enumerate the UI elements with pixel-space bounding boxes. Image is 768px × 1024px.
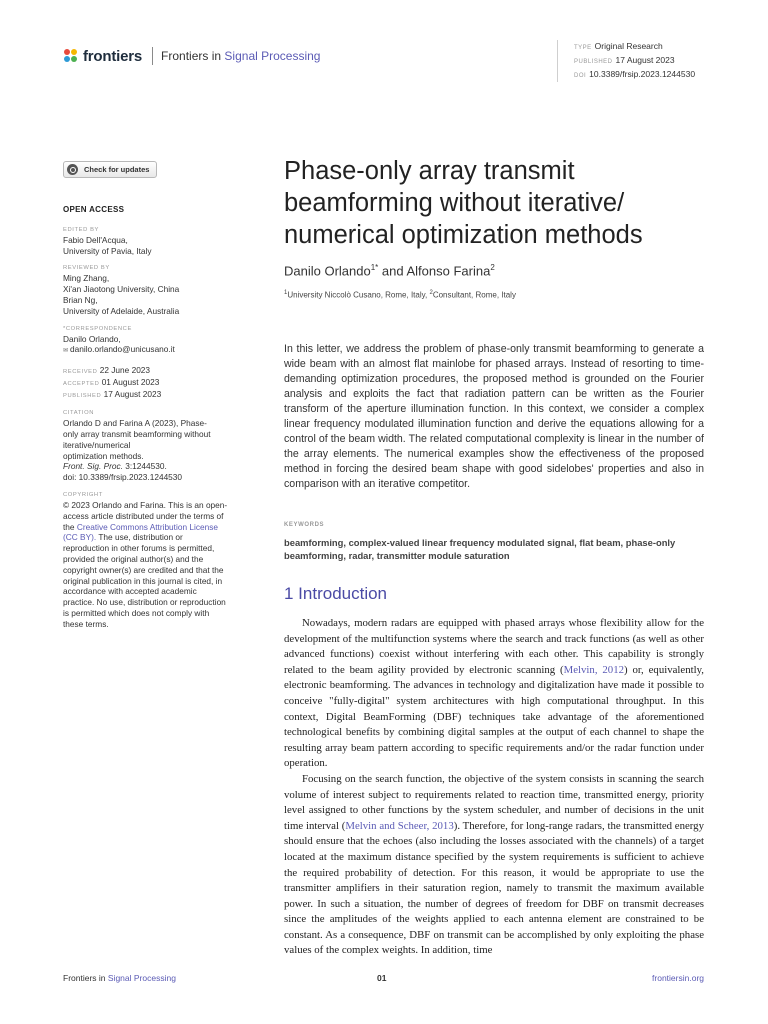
journal-title[interactable]: Frontiers in Signal Processing <box>161 49 321 63</box>
page-number: 01 <box>377 973 387 983</box>
dates-block: RECEIVED 22 June 2023 ACCEPTED 01 August 2023 PUBLISHED 17 August 2023 <box>63 365 162 400</box>
keywords: beamforming, complex-valued linear frequency modulated signal, flat beam, phase-only beamforming, radar, transmitter module saturation <box>284 537 676 561</box>
article-doi[interactable]: DOI 10.3389/frsip.2023.1244530 <box>574 69 696 79</box>
article-title: Phase-only array transmit beamforming without iterative/ numerical optimization methods <box>284 157 643 249</box>
edited-by-block: EDITED BY Fabio Dell'Acqua, University of Pavia, Italy <box>63 226 152 256</box>
author-orlando[interactable]: Danilo Orlando <box>284 263 371 279</box>
section-heading: 1 Introduction <box>284 584 388 603</box>
footer-journal[interactable]: Frontiers in Signal Processing <box>63 973 176 983</box>
keywords-label: KEYWORDS <box>284 522 325 528</box>
affiliations: $^1$University Niccolò Cusano, Rome, Italy, $^2$Consultant, Rome, Italy <box>284 290 516 300</box>
reviewed-by-block: REVIEWED BY Ming Zhang, Xi'an Jiaotong University, China Brian Ng, University of Adelaide, Australia <box>63 265 180 316</box>
open-access-label: OPEN ACCESS <box>63 205 125 214</box>
sidebar <box>63 205 233 638</box>
citation-link[interactable]: Melvin and Scheer, 2013 <box>345 819 454 832</box>
article-published: PUBLISHED 17 August 2023 <box>574 55 675 65</box>
copyright-block: COPYRIGHT © 2023 Orlando and Farina. This is an open-access article distributed under the terms of the Creative Commons Attribution License (CC BY). The use, distribution or reproduction in other forums is permitted, provided the original author(s) and the copyright owner(s) are credited and that the original publication in this journal is cited, in accordance with accepted academic practice. No use, distribution or reproduction is permitted which does not comply with these terms. <box>63 491 228 629</box>
email-icon: ✉ <box>63 348 69 355</box>
check-for-updates-button[interactable]: Check for updates <box>63 161 157 178</box>
paragraph-1: Nowadays, modern radars are equipped with phased arrays whose flexibility allow for the development of the multifunction systems where the search and track functions (as well as other advanced functions) coexist without interfering with each other. This capability is strongly related to the beam agility provided by electronic scanning (Melvin, 2012) or, equivalently, electronic beamforming. The advances in technology and digitalization have made it possible to conceive "fully-digital" system architectures with high computational throughput. In this context, Digital BeamForming (DBF) techniques take advantage of the aforementioned technological benefits by combining digital samples at the output of each channel to shape the resulting array beam pattern according to specific requirements and/or the radar function under operation. <box>284 617 704 770</box>
article-meta <box>557 40 695 82</box>
abstract: In this letter, we address the problem of phase-only transmit beamforming to generate a wide beam with an almost flat mainlobe for phased arrays. Instead of resorting to time-demanding optimization procedures, the proposed method is grounded on the Fourier analysis and exploits the fact that radiation pattern can be written as the Fourier transform of the aperture illumination function. In this context, we consider a complex linear frequency modulated illumination function and derive the equations allowing for a control of the beam width. The related computational complexity is linear in the number of the array elements. The numerical examples show the effectiveness of the proposed method in forcing the desired beam shape with good sidelobes' properties and also in comparison with an iterative competitor. <box>284 343 704 490</box>
paragraph-2: Focusing on the search function, the objective of the system consists in scanning the search volume of interest subject to requirements related to reaction time, transmitted energy, priority level assigned to other functions by the system scheduler, and number of decisions in the unit time interval (Melvin and Scheer, 2013). Therefore, for long-range radars, the transmitted energy should ensure that the echoes (also including the losses associated with the channels) of a target located at the maximum distance specified by the system requirements is sufficient to achieve the required probability of detection. For this reason, it would be appropriate to use the transmitter amplifiers in their saturation region, namely to transmit the maximum available power. In such a situation, the number of degrees of freedom for DBF on transmit decreases since the amplitudes of the weights applied to each antenna element are constrained to be constant. As a consequence, DBF on transmit can be accomplished by only exploiting the phase values of the complex weights. In addition, time <box>284 772 704 957</box>
cc-license-link[interactable]: Creative Commons Attribution License (CC BY). <box>63 521 218 543</box>
author-list: Danilo Orlando$^{1*}$ and Alfonso Farina$^2$ <box>284 263 495 279</box>
correspondence-block: *CORRESPONDENCE Danilo Orlando, ✉ danilo.orlando@unicusano.it <box>63 325 233 358</box>
correspondence-email[interactable]: ✉ danilo.orlando@unicusano.it <box>63 344 175 355</box>
update-icon <box>67 164 78 175</box>
header-divider <box>152 47 153 65</box>
footer-site-link[interactable]: frontiersin.org <box>652 973 704 983</box>
citation-block: CITATION Orlando D and Farina A (2023), Phase- only array transmit beamforming without iterative/numerical optimization methods. Front. Sig. Proc. 3:1244530. doi: 10.3389/frsip.2023.1244530 <box>63 410 211 483</box>
frontiers-logo-icon <box>63 48 79 64</box>
body-text <box>284 616 704 959</box>
brand-name: frontiers <box>83 47 143 65</box>
journal-header <box>63 47 320 65</box>
citation-link[interactable]: Melvin, 2012 <box>563 663 624 676</box>
article-type: TYPE Original Research <box>574 41 663 51</box>
author-farina[interactable]: Alfonso Farina <box>406 263 491 279</box>
